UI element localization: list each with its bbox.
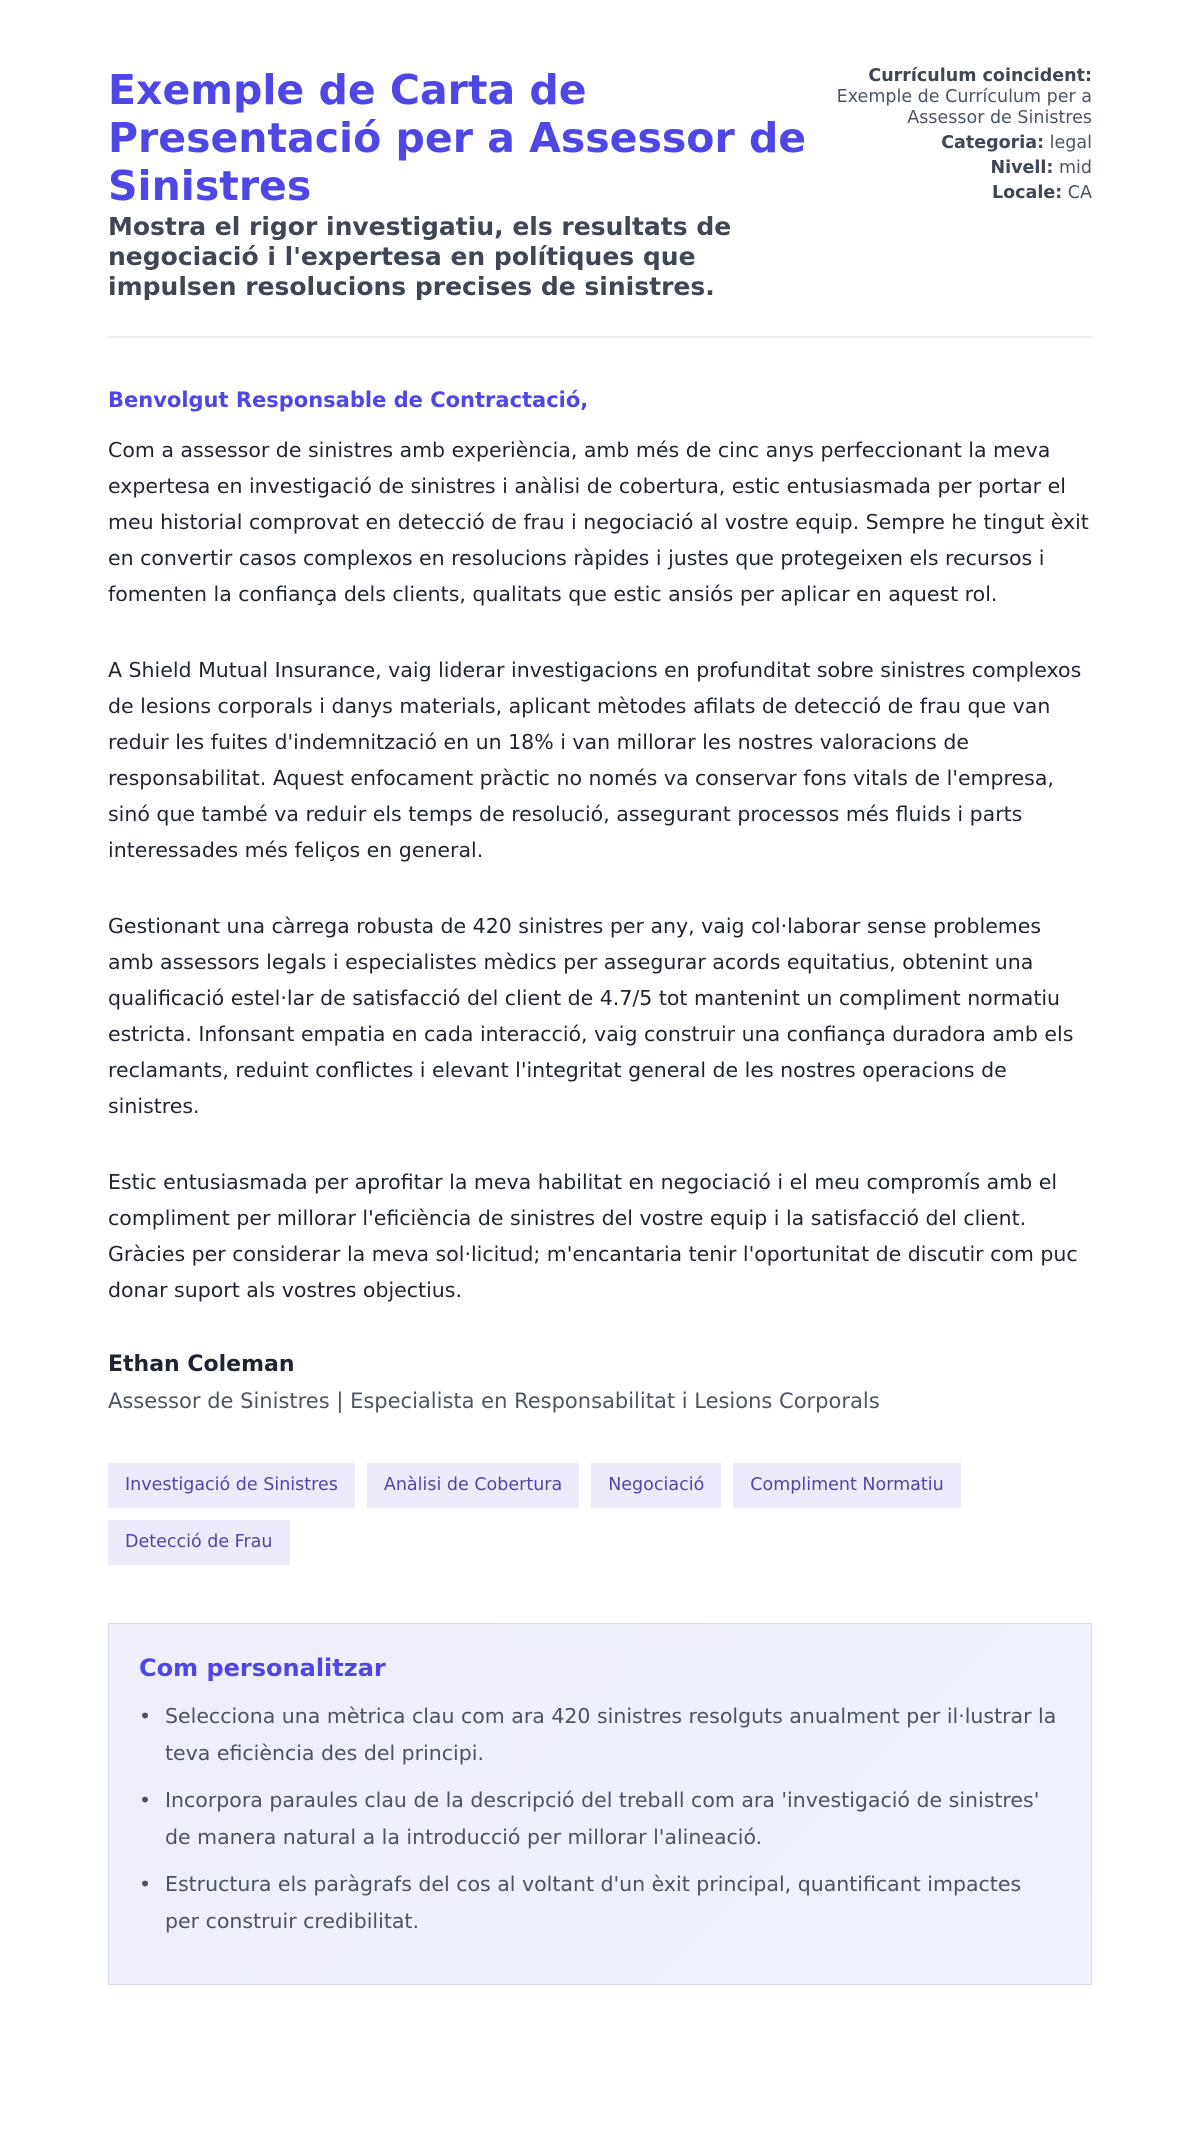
skill-tag: Detecció de Frau <box>108 1520 290 1565</box>
meta-locale-label: Locale: <box>991 183 1063 203</box>
meta-category <box>832 133 1092 154</box>
tips-title: Com personalitzar <box>139 1654 386 1682</box>
page-subtitle: Mostra el rigor investigatiu, els resultats de negociació i l'expertesa en polítiques que impulsen resolucions precises de sinistres. <box>108 212 732 301</box>
meta-locale-value: CA <box>1067 183 1092 203</box>
tip-item: • Incorpora paraules clau de la descripció del treball com ara 'investigació de sinistres' de manera natural a la introducció per millorar l'alineació. <box>139 1782 1061 1856</box>
tips-list <box>139 1698 1061 1940</box>
meta-resume <box>832 66 1092 129</box>
skill-tag: Anàlisi de Cobertura <box>367 1463 579 1508</box>
meta-category-value: legal <box>1049 133 1092 153</box>
signature-block <box>108 1352 1092 1413</box>
page-header <box>108 66 1092 338</box>
meta-resume-label: Currículum coincident: <box>868 66 1092 86</box>
tip-item: • Estructura els paràgrafs del cos al voltant d'un èxit principal, quantificant impactes per construir credibilitat. <box>139 1866 1061 1940</box>
meta-panel <box>832 66 1092 208</box>
meta-level-value: mid <box>1058 158 1092 178</box>
meta-level-label: Nivell: <box>990 158 1054 178</box>
header-titles <box>108 66 808 302</box>
signature-name: Ethan Coleman <box>108 1352 295 1377</box>
meta-locale <box>832 183 1092 204</box>
meta-resume-value: Exemple de Currículum per a Assessor de Sinistres <box>836 87 1092 128</box>
skill-tag: Compliment Normatiu <box>733 1463 960 1508</box>
customization-tips <box>108 1623 1092 1985</box>
meta-level <box>832 158 1092 179</box>
skill-tags <box>108 1463 1092 1565</box>
skill-tag: Investigació de Sinistres <box>108 1463 355 1508</box>
letter-greeting: Benvolgut Responsable de Contractació, <box>108 388 589 412</box>
skill-tag: Negociació <box>591 1463 721 1508</box>
letter-paragraph: Com a assessor de sinistres amb experiència, amb més de cinc anys perfeccionant la meva expertesa en investigació de sinistres i anàlisi de cobertura, estic entusiasmada per portar el meu historial comprovat en detecció de frau i negociació al vostre equip. Sempre he tingut èxit en convertir casos complexos en resolucions ràpides i justes que protegeixen els recursos i fomenten la confiança dels clients, qualitats que estic ansiós per aplicar en aquest rol. <box>108 438 1089 606</box>
letter-paragraph: A Shield Mutual Insurance, vaig liderar investigacions en profunditat sobre sinistres complexos de lesions corporals i danys materials, aplicant mètodes afilats de detecció de frau que van reduir les fuites d'indemnització en un 18% i van millorar les nostres valoracions de responsabilitat. Aquest enfocament pràctic no només va conservar fons vitals de l'empresa, sinó que també va reduir els temps de resolució, assegurant processos més fluids i parts interessades més feliços en general. <box>108 658 1082 862</box>
page-title: Exemple de Carta de Presentació per a Assessor de Sinistres <box>108 66 807 210</box>
letter-paragraph: Gestionant una càrrega robusta de 420 sinistres per any, vaig col·laborar sense problemes amb assessors legals i especialistes mèdics per assegurar acords equitatius, obtenint una qualificació estel·lar de satisfacció del client de 4.7/5 tot mantenint un compliment normatiu estricta. Infonsant empatia en cada interacció, vaig construir una confiança duradora amb els reclamants, reduint conflictes i elevant l'integritat general de les nostres operacions de sinistres. <box>108 914 1074 1118</box>
letter-paragraph: Estic entusiasmada per aprofitar la meva habilitat en negociació i el meu compromís amb el compliment per millorar l'eficiència de sinistres del vostre equip i la satisfacció del client. Gràcies per considerar la meva sol·licitud; m'encantaria tenir l'oportunitat de discutir com puc donar suport als vostres objectius. <box>108 1170 1078 1302</box>
tip-item: • Selecciona una mètrica clau com ara 420 sinistres resolguts anualment per il·lustrar la teva eficiència des del principi. <box>139 1698 1061 1772</box>
letter-body <box>108 432 1092 1308</box>
meta-category-label: Categoria: <box>941 133 1045 153</box>
signature-title: Assessor de Sinistres | Especialista en Responsabilitat i Lesions Corporals <box>108 1389 880 1413</box>
